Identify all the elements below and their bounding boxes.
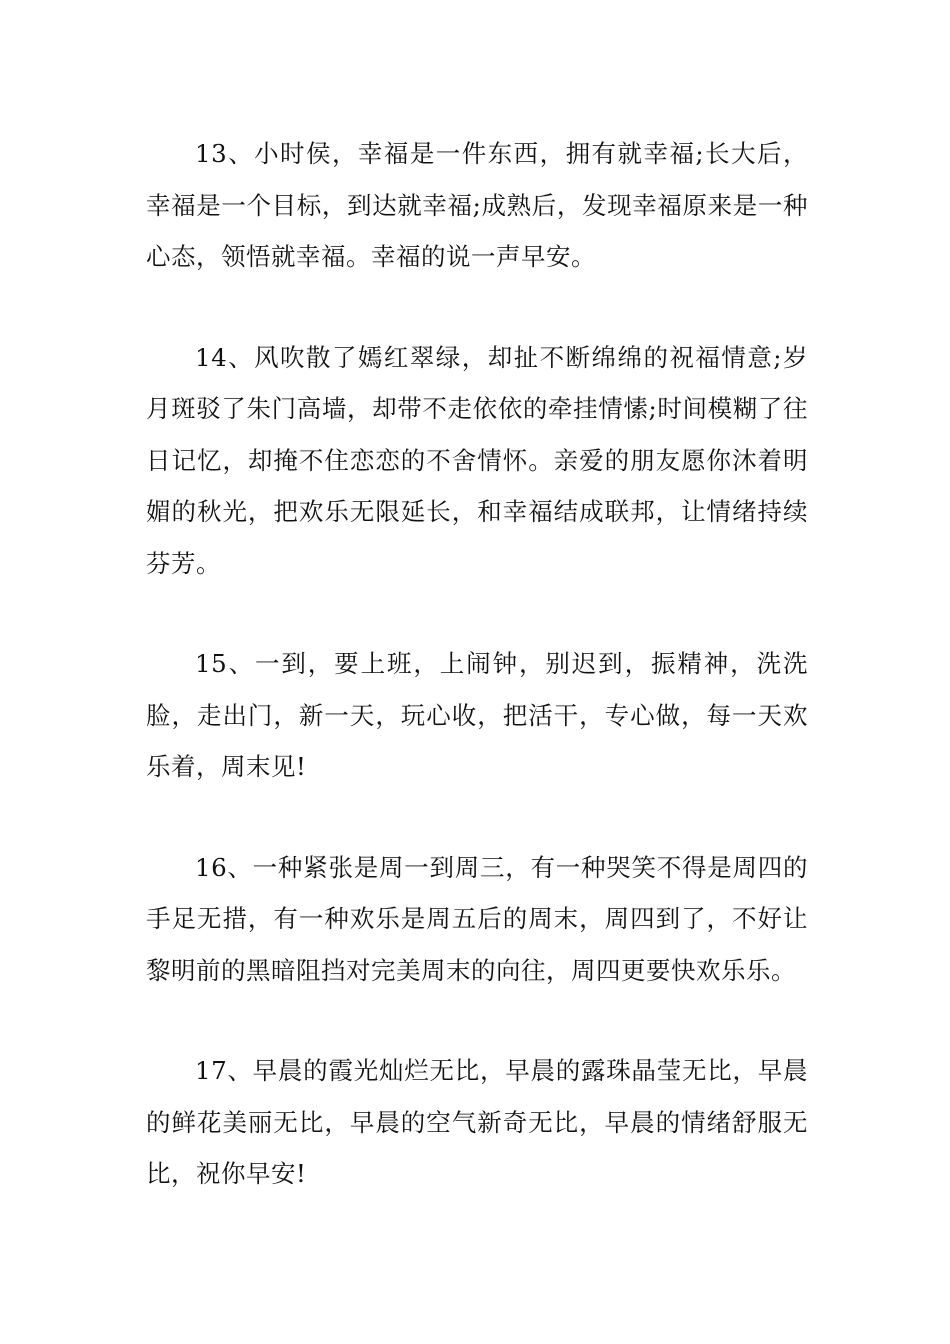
document-body [146,128,808,1200]
paragraph-15: 15、一到，要上班，上闹钟，别迟到，振精神，洗洗脸，走出门，新一天，玩心收，把活干，专心做，每一天欢乐着，周末见! [146,649,808,781]
paragraph-17: 17、早晨的霞光灿烂无比，早晨的露珠晶莹无比，早晨的鲜花美丽无比，早晨的空气新奇无比，早晨的情绪舒服无比，祝你早安! [146,1056,808,1188]
paragraph-13: 13、小时侯，幸福是一件东西，拥有就幸福;长大后，幸福是一个目标，到达就幸福;成熟后，发现幸福原来是一种心态，领悟就幸福。幸福的说一声早安。 [146,139,808,271]
paragraph-16: 16、一种紧张是周一到周三，有一种哭笑不得是周四的手足无措，有一种欢乐是周五后的周末，周四到了，不好让黎明前的黑暗阻挡对完美周末的向往，周四更要快欢乐乐。 [146,852,808,985]
paragraph-14: 14、风吹散了嫣红翠绿，却扯不断绵绵的祝福情意;岁月斑驳了朱门高墙，却带不走依依的牵挂情愫;时间模糊了往日记忆，却掩不住恋恋的不舍情怀。亲爱的朋友愿你沐着明媚的秋光，把欢乐无限延长，和幸福结成联邦，让情绪持续芬芳。 [146,342,808,578]
